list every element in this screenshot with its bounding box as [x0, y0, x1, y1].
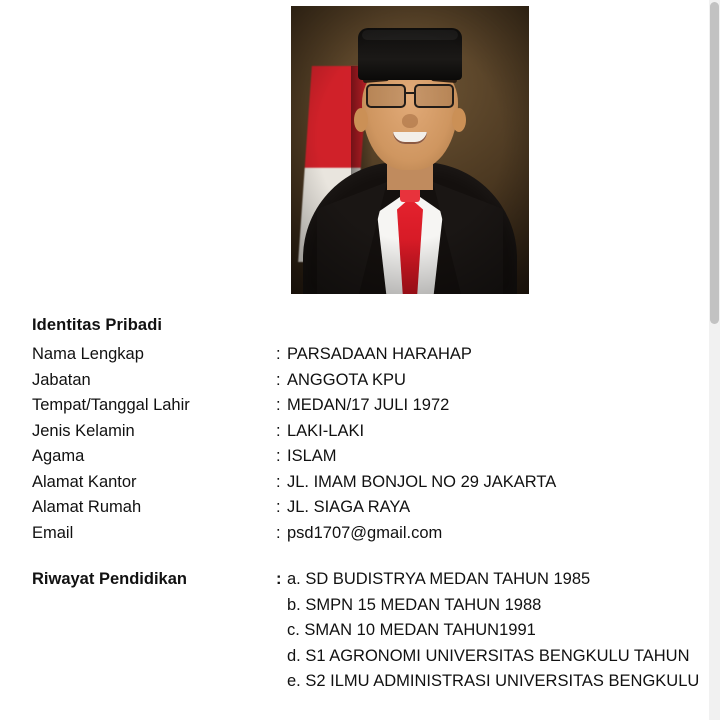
education-section-title: Riwayat Pendidikan	[32, 570, 187, 588]
field-value: MEDAN/17 JULI 1972	[287, 396, 450, 414]
field-value: JL. IMAM BONJOL NO 29 JAKARTA	[287, 472, 557, 491]
field-label: Agama	[32, 447, 85, 465]
field-value-wrap	[276, 368, 406, 394]
field-row	[32, 495, 712, 521]
field-label: Tempat/Tanggal Lahir	[32, 396, 190, 414]
field-value-wrap	[276, 521, 442, 547]
identity-section-title: Identitas Pribadi	[32, 316, 163, 334]
colon: :	[276, 570, 282, 588]
education-item-first-wrap	[276, 567, 590, 593]
field-value-wrap	[276, 495, 410, 521]
field-row	[32, 342, 712, 368]
field-row	[32, 368, 712, 394]
field-value: ISLAM	[287, 447, 337, 465]
colon: :	[276, 472, 281, 491]
vertical-scrollbar-thumb[interactable]	[710, 2, 719, 324]
field-value: LAKI-LAKI	[287, 421, 365, 440]
field-label: Alamat Kantor	[32, 472, 137, 491]
lens-left	[366, 84, 406, 108]
glasses-bridge	[404, 92, 416, 94]
colon: :	[276, 396, 281, 414]
education-item: b. SMPN 15 MEDAN TAHUN 1988	[287, 595, 542, 614]
field-value: PARSADAAN HARAHAP	[287, 345, 472, 363]
field-label: Jenis Kelamin	[32, 421, 135, 440]
field-row	[32, 470, 712, 496]
field-row	[32, 521, 712, 547]
field-label: Nama Lengkap	[32, 345, 144, 363]
field-row	[32, 419, 712, 445]
colon: :	[276, 421, 281, 440]
field-value-wrap	[276, 419, 364, 445]
field-value-wrap	[276, 342, 472, 368]
field-row	[32, 444, 712, 470]
profile-photo	[291, 6, 529, 294]
songkok-cap	[358, 28, 462, 80]
field-label: Jabatan	[32, 370, 91, 389]
education-item: e. S2 ILMU ADMINISTRASI UNIVERSITAS BENGKULU	[287, 672, 700, 690]
vertical-scrollbar-track[interactable]	[709, 0, 720, 720]
field-value-wrap	[276, 470, 556, 496]
colon: :	[276, 523, 281, 542]
colon: :	[276, 447, 281, 465]
field-value-email: psd1707@gmail.com	[287, 523, 443, 542]
colon: :	[276, 498, 281, 516]
eyeglasses	[364, 84, 456, 106]
colon: :	[276, 345, 281, 363]
education-header-row	[32, 567, 712, 593]
photo-backdrop	[291, 6, 529, 294]
field-value: ANGGOTA KPU	[287, 370, 406, 389]
ear-left	[354, 108, 368, 132]
education-item: c. SMAN 10 MEDAN TAHUN1991	[287, 621, 536, 639]
field-value-wrap	[276, 393, 449, 419]
field-label: Alamat Rumah	[32, 498, 142, 516]
education-list	[287, 593, 712, 695]
nose	[402, 114, 418, 128]
identity-fields	[32, 342, 712, 546]
field-value: JL. SIAGA RAYA	[287, 498, 411, 516]
lens-right	[414, 84, 454, 108]
education-section	[32, 567, 712, 695]
field-value-wrap	[276, 444, 337, 470]
biodata-content	[32, 316, 712, 695]
colon: :	[276, 370, 281, 389]
field-label: Email	[32, 523, 74, 542]
field-row	[32, 393, 712, 419]
ear-right	[452, 108, 466, 132]
education-item: a. SD BUDISTRYA MEDAN TAHUN 1985	[287, 570, 591, 588]
education-item: d. S1 AGRONOMI UNIVERSITAS BENGKULU TAHUN	[287, 646, 690, 665]
